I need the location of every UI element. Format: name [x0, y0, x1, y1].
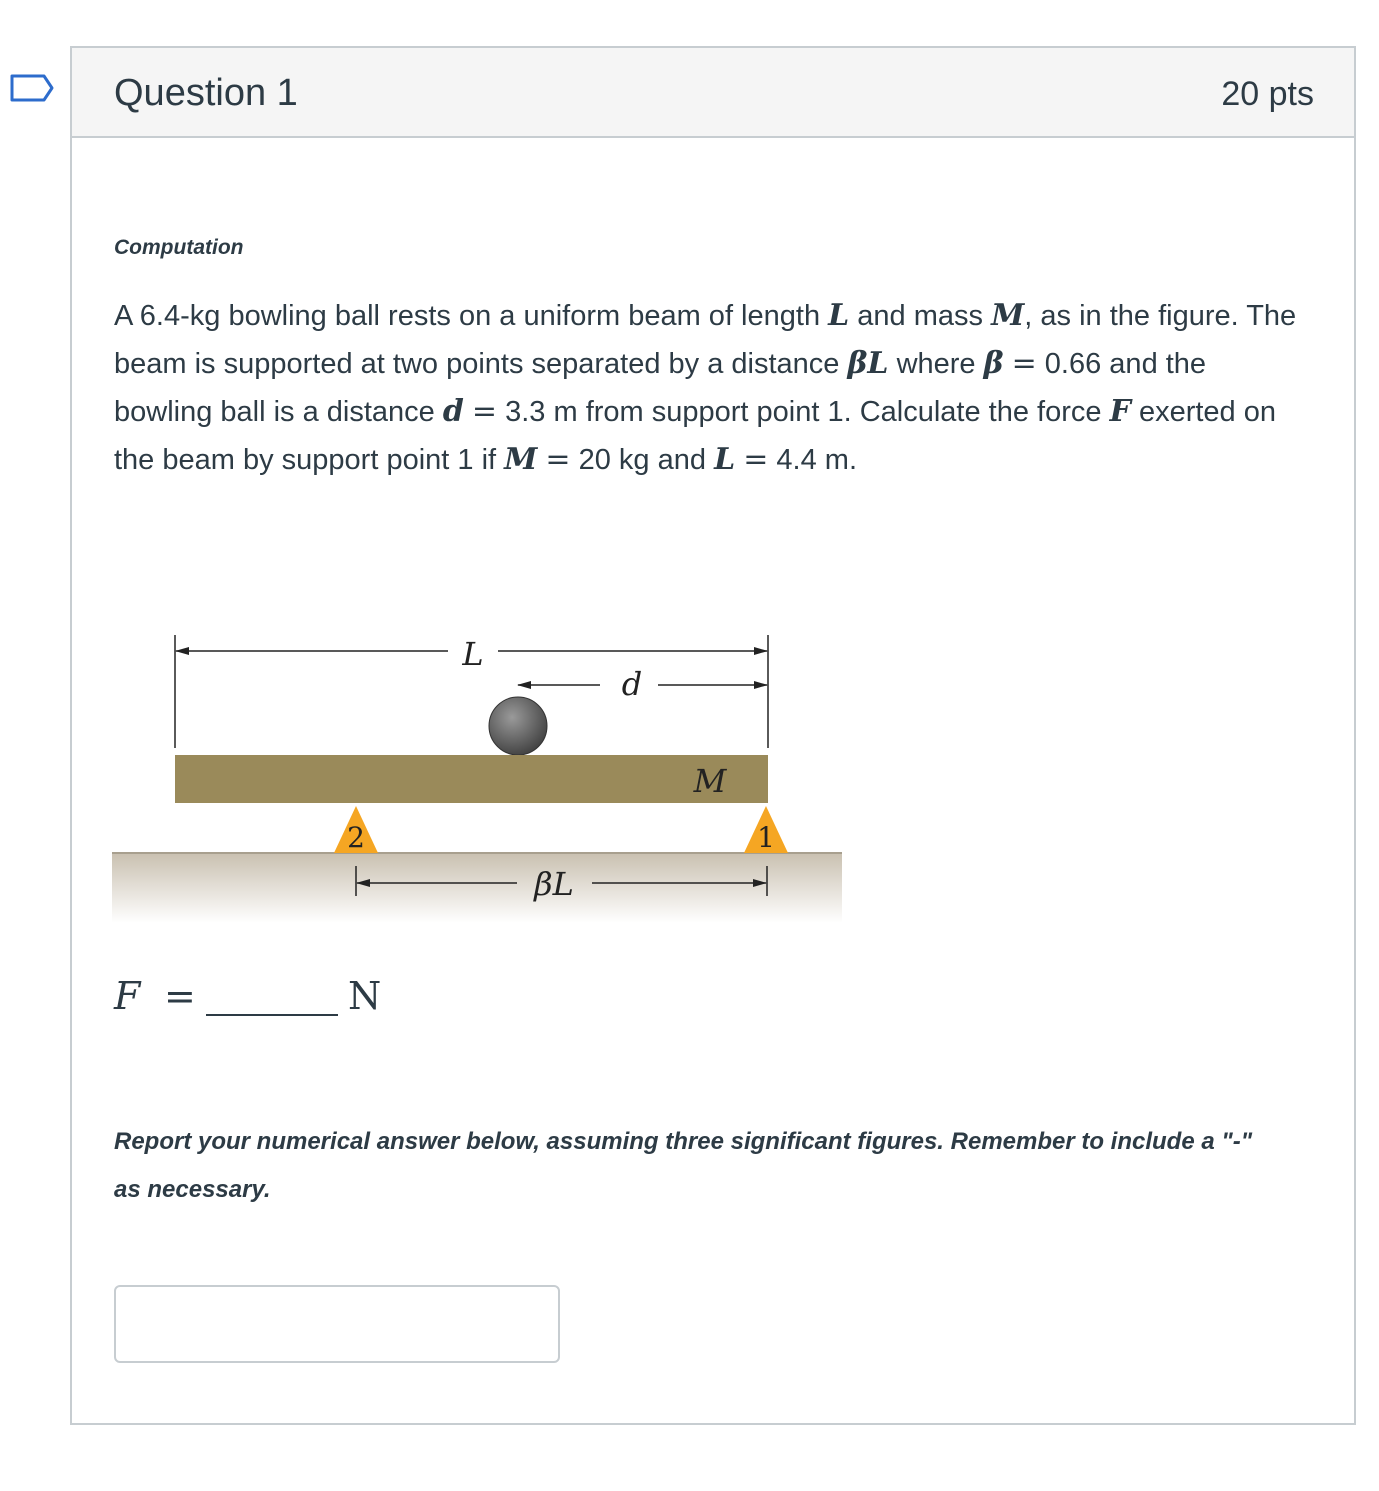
- var-beta-L: βL: [847, 346, 889, 381]
- answer-blank: [206, 1014, 338, 1016]
- problem-text: A 6.4-kg bowling ball rests on a uniform beam of length L and mass M, as in the figure. The beam is supported at two points separated by a distance βL where β = 0.66 and the bowling ball is a distance d = 3.3 m from support point 1. Calculate the force F exerted on the beam by support point 1 if M = 20 kg and L = 4.4 m.: [114, 298, 1297, 477]
- support-2-label: 2: [347, 821, 365, 854]
- ground: [112, 853, 842, 923]
- answer-input[interactable]: [114, 1285, 560, 1363]
- instructions: Report your numerical answer below, assuming three significant figures. Remember to include a "-" as necessary.: [114, 1128, 1253, 1203]
- var-M-2: M: [504, 442, 538, 477]
- answer-expression: [114, 968, 514, 1028]
- var-F: F: [1109, 394, 1131, 429]
- var-L-2: L: [714, 442, 736, 477]
- var-L: L: [828, 298, 850, 333]
- answer-equals: =: [164, 974, 196, 1018]
- var-M: M: [991, 298, 1025, 333]
- question-header: [72, 48, 1354, 138]
- label-L: L: [462, 635, 484, 673]
- label-M: M: [693, 762, 727, 800]
- var-d: d: [442, 394, 464, 429]
- answer-var: F: [114, 974, 141, 1018]
- label-d: d: [621, 665, 643, 703]
- beam-figure: [112, 583, 852, 923]
- question-flag-icon[interactable]: [8, 72, 56, 104]
- question-points: 20 pts: [1221, 75, 1314, 113]
- label-beta-L: βL: [534, 865, 574, 903]
- question-card: [70, 46, 1356, 1425]
- support-1-label: 1: [757, 821, 775, 854]
- question-title: Question 1: [114, 72, 298, 114]
- bowling-ball: [489, 697, 547, 755]
- answer-unit: N: [348, 974, 382, 1018]
- section-label: Computation: [114, 236, 244, 259]
- beam: [175, 755, 768, 803]
- var-beta: β: [983, 346, 1004, 381]
